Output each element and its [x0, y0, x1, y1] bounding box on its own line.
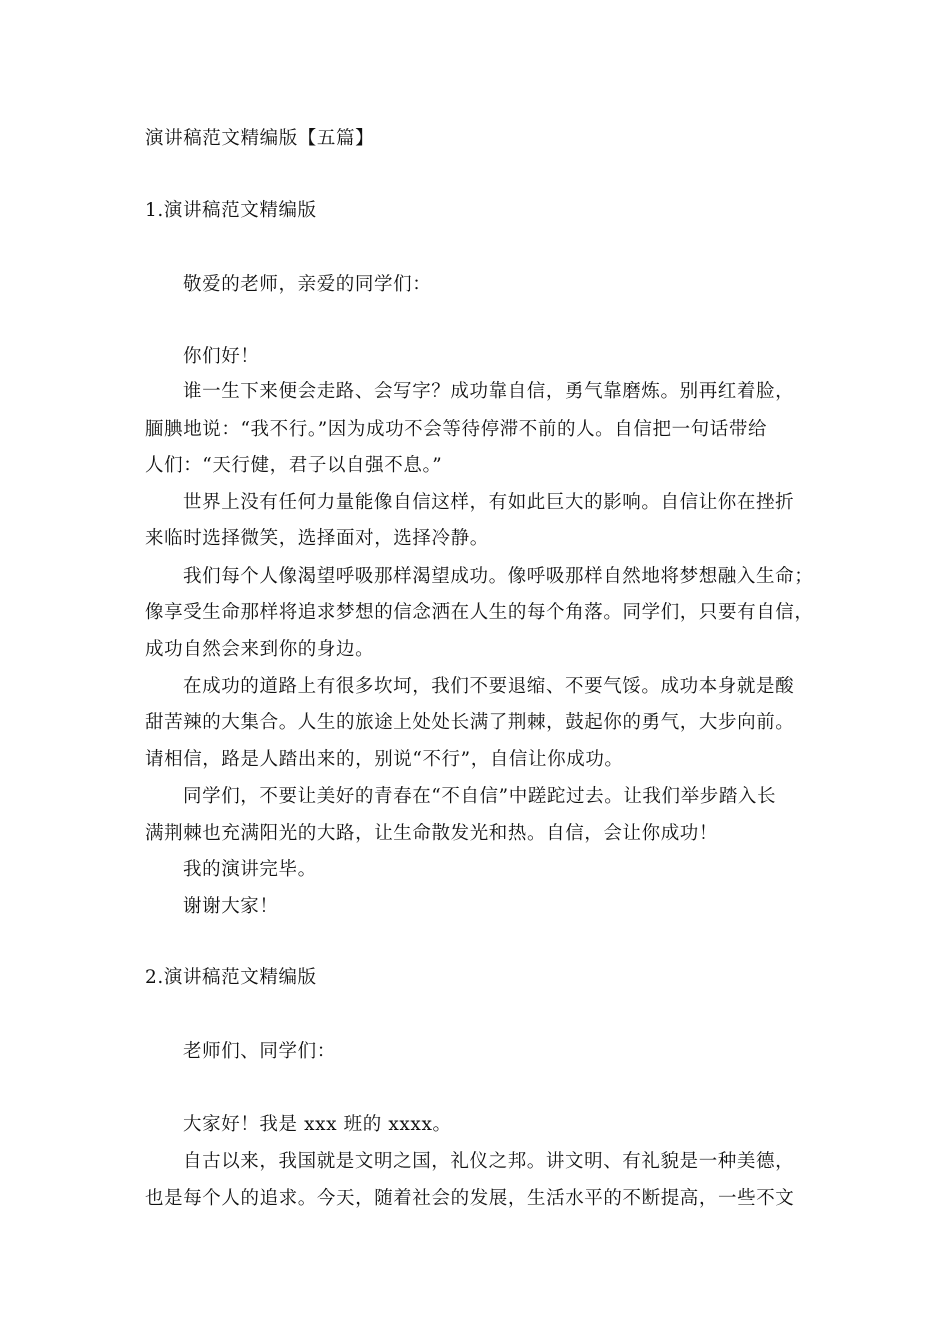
section-2-salutation: 老师们、同学们： [183, 1041, 336, 1062]
section-1-paragraph-5-line-2: 满荆棘也充满阳光的大路，让生命散发光和热。自信，会让你成功！ [145, 823, 719, 844]
section-1-paragraph-4-line-1: 在成功的道路上有很多坎坷，我们不要退缩、不要气馁。成功本身就是酸 [183, 676, 795, 697]
section-1-paragraph-4-line-3: 请相信，路是人踏出来的，别说“不行”，自信让你成功。 [145, 749, 624, 770]
section-2-paragraph-1-line-1: 自古以来，我国就是文明之国，礼仪之邦。讲文明、有礼貌是一种美德， [183, 1151, 795, 1172]
section-1-paragraph-1-line-1: 谁一生下来便会走路、会写字？成功靠自信，勇气靠磨炼。别再红着脸， [183, 381, 795, 402]
section-1-closing-1: 我的演讲完毕。 [183, 859, 317, 880]
section-1-paragraph-3-line-2: 像享受生命那样将追求梦想的信念洒在人生的每个角落。同学们，只要有自信， [145, 602, 814, 623]
section-1-heading: 1.演讲稿范文精编版 [145, 200, 317, 221]
section-1-paragraph-3-line-1: 我们每个人像渴望呼吸那样渴望成功。像呼吸那样自然地将梦想融入生命； [183, 566, 814, 587]
section-1-paragraph-2-line-1: 世界上没有任何力量能像自信这样，有如此巨大的影响。自信让你在挫折 [183, 492, 795, 513]
document-title: 演讲稿范文精编版【五篇】 [145, 128, 375, 149]
section-1-paragraph-1-line-2: 腼腆地说：“我不行。”因为成功不会等待停滞不前的人。自信把一句话带给 [145, 419, 768, 440]
section-1-paragraph-5-line-1: 同学们，不要让美好的青春在“不自信”中蹉跎过去。让我们举步踏入长 [183, 786, 777, 807]
section-1-salutation: 敬爱的老师，亲爱的同学们： [183, 274, 432, 295]
section-2-paragraph-1-line-2: 也是每个人的追求。今天，随着社会的发展，生活水平的不断提高，一些不文 [145, 1188, 795, 1209]
section-2-heading: 2.演讲稿范文精编版 [145, 967, 317, 988]
section-1-paragraph-2-line-2: 来临时选择微笑，选择面对，选择冷静。 [145, 528, 489, 549]
section-1-paragraph-3-line-3: 成功自然会来到你的身边。 [145, 639, 375, 660]
section-2-greeting: 大家好！我是 xxx 班的 xxxx。 [183, 1114, 452, 1135]
section-1-closing-2: 谢谢大家！ [183, 896, 279, 917]
section-1-greeting: 你们好！ [183, 346, 260, 367]
section-1-paragraph-1-line-3: 人们：“天行健，君子以自强不息。” [145, 455, 443, 476]
section-1-paragraph-4-line-2: 甜苦辣的大集合。人生的旅途上处处长满了荆棘，鼓起你的勇气，大步向前。 [145, 712, 795, 733]
